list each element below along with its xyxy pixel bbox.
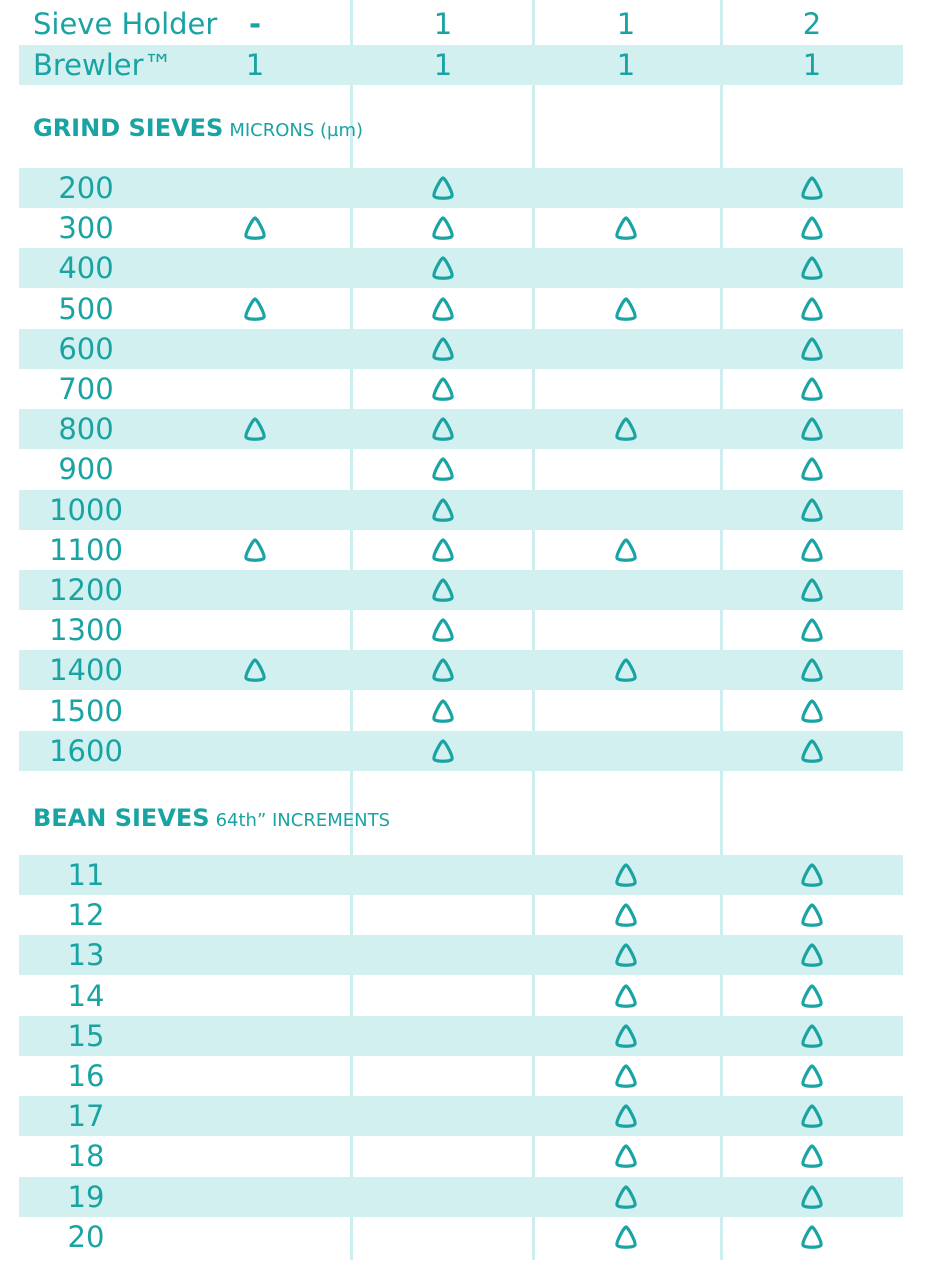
- rounded-triangle-icon: [613, 983, 639, 1009]
- rounded-triangle-icon: [799, 698, 825, 724]
- rounded-triangle-icon: [430, 255, 456, 281]
- section-title: GRIND SIEVES: [33, 114, 224, 142]
- availability-cell: [353, 1217, 533, 1257]
- availability-cell: [535, 449, 717, 489]
- rounded-triangle-icon: [799, 577, 825, 603]
- grind-sieve-row: [19, 369, 903, 409]
- availability-cell: [165, 1177, 345, 1217]
- availability-cell: [353, 1136, 533, 1176]
- rounded-triangle-icon: [430, 577, 456, 603]
- sieve-size-label: 500: [58, 291, 114, 326]
- sieve-size-label: 900: [58, 452, 114, 487]
- bean-sieves-heading: [33, 804, 390, 832]
- availability-cell: [535, 530, 717, 570]
- availability-cell: [535, 490, 717, 530]
- rounded-triangle-icon: [430, 456, 456, 482]
- rounded-triangle-icon: [430, 376, 456, 402]
- section-title: BEAN SIEVES: [33, 804, 210, 832]
- rounded-triangle-icon: [430, 497, 456, 523]
- availability-cell: [721, 691, 903, 731]
- grind-sieve-row: [19, 650, 903, 690]
- availability-cell: [353, 570, 533, 610]
- availability-cell: [165, 1136, 345, 1176]
- sieve-size-label: 1600: [49, 733, 123, 768]
- availability-cell: [721, 409, 903, 449]
- grind-sieve-row: [19, 449, 903, 489]
- availability-cell: [353, 1096, 533, 1136]
- availability-cell: [721, 1096, 903, 1136]
- availability-cell: [353, 1056, 533, 1096]
- availability-cell: [165, 409, 345, 449]
- rounded-triangle-icon: [613, 215, 639, 241]
- rounded-triangle-icon: [430, 537, 456, 563]
- sieve-size-label: 12: [67, 898, 105, 933]
- rounded-triangle-icon: [799, 376, 825, 402]
- availability-cell: [165, 168, 345, 208]
- grind-sieve-row: [19, 731, 903, 771]
- rounded-triangle-icon: [799, 1143, 825, 1169]
- availability-cell: [165, 855, 345, 895]
- row-value: 1: [802, 48, 822, 82]
- grind-sieve-row: [19, 248, 903, 288]
- bean-sieve-row: [19, 1056, 903, 1096]
- availability-cell: [721, 369, 903, 409]
- availability-cell: [165, 1096, 345, 1136]
- sieve-size-label: 11: [67, 858, 105, 892]
- rounded-triangle-icon: [242, 215, 268, 241]
- rounded-triangle-icon: [799, 456, 825, 482]
- availability-cell: [535, 855, 717, 895]
- availability-cell: [165, 289, 345, 329]
- availability-cell: [535, 409, 717, 449]
- availability-cell: [535, 1217, 717, 1257]
- rounded-triangle-icon: [799, 215, 825, 241]
- row-value: 2: [802, 7, 822, 41]
- availability-cell: [353, 855, 533, 895]
- availability-cell: [535, 731, 717, 771]
- rounded-triangle-icon: [242, 416, 268, 442]
- availability-cell: [353, 691, 533, 731]
- grind-sieve-row: [19, 530, 903, 570]
- rounded-triangle-icon: [430, 617, 456, 643]
- availability-cell: [721, 1016, 903, 1056]
- rounded-triangle-icon: [613, 1023, 639, 1049]
- availability-cell: [535, 168, 717, 208]
- rounded-triangle-icon: [799, 497, 825, 523]
- availability-cell: [535, 976, 717, 1016]
- sieve-size-label: 200: [58, 171, 114, 205]
- grind-sieve-row: [19, 610, 903, 650]
- row-value: -: [248, 7, 262, 41]
- availability-cell: [353, 289, 533, 329]
- availability-cell: [165, 449, 345, 489]
- rounded-triangle-icon: [430, 215, 456, 241]
- availability-cell: [721, 168, 903, 208]
- sieve-size-label: 19: [67, 1179, 105, 1214]
- availability-cell: [535, 248, 717, 288]
- availability-cell: [165, 976, 345, 1016]
- availability-cell: [165, 1217, 345, 1257]
- availability-cell: [353, 650, 533, 690]
- availability-cell: [165, 895, 345, 935]
- availability-cell: [353, 168, 533, 208]
- rounded-triangle-icon: [799, 175, 825, 201]
- rounded-triangle-icon: [799, 738, 825, 764]
- availability-cell: [535, 1096, 717, 1136]
- rounded-triangle-icon: [799, 617, 825, 643]
- availability-cell: [721, 530, 903, 570]
- availability-cell: [353, 248, 533, 288]
- rounded-triangle-icon: [613, 1103, 639, 1129]
- availability-cell: [165, 650, 345, 690]
- availability-cell: [721, 1217, 903, 1257]
- availability-cell: [721, 731, 903, 771]
- grind-sieve-row: [19, 168, 903, 208]
- availability-cell: [535, 570, 717, 610]
- availability-cell: [165, 610, 345, 650]
- availability-cell: [535, 650, 717, 690]
- availability-cell: [721, 935, 903, 975]
- rounded-triangle-icon: [430, 336, 456, 362]
- availability-cell: [721, 248, 903, 288]
- rounded-triangle-icon: [799, 537, 825, 563]
- availability-cell: [353, 449, 533, 489]
- brewler-row: [19, 45, 903, 85]
- availability-cell: [535, 289, 717, 329]
- rounded-triangle-icon: [799, 657, 825, 683]
- availability-cell: [535, 895, 717, 935]
- availability-cell: [721, 570, 903, 610]
- availability-cell: [165, 490, 345, 530]
- availability-cell: [535, 1056, 717, 1096]
- bean-sieve-row: [19, 1016, 903, 1056]
- row-label: Brewler™: [33, 48, 173, 82]
- grind-sieve-row: [19, 208, 903, 248]
- availability-cell: [721, 650, 903, 690]
- availability-cell: [353, 731, 533, 771]
- row-value: 1: [245, 48, 265, 82]
- sieve-size-label: 15: [67, 1018, 105, 1053]
- sieve-size-label: 20: [67, 1219, 105, 1254]
- availability-cell: [353, 369, 533, 409]
- rounded-triangle-icon: [242, 296, 268, 322]
- rounded-triangle-icon: [613, 416, 639, 442]
- sieve-size-label: 14: [67, 978, 105, 1013]
- rounded-triangle-icon: [613, 1063, 639, 1089]
- sieve-size-label: 400: [58, 251, 114, 286]
- availability-cell: [535, 1177, 717, 1217]
- sieve-size-label: 1400: [49, 653, 123, 688]
- availability-cell: [535, 208, 717, 248]
- rounded-triangle-icon: [613, 657, 639, 683]
- rounded-triangle-icon: [430, 416, 456, 442]
- grind-sieve-row: [19, 490, 903, 530]
- availability-cell: [721, 490, 903, 530]
- grind-sieves-heading: [33, 114, 363, 142]
- row-value: 1: [616, 7, 636, 41]
- availability-cell: [165, 691, 345, 731]
- grind-sieve-row: [19, 289, 903, 329]
- sieve-size-label: 1100: [49, 532, 123, 567]
- availability-cell: [165, 369, 345, 409]
- availability-cell: [165, 570, 345, 610]
- availability-cell: [353, 610, 533, 650]
- rounded-triangle-icon: [613, 1143, 639, 1169]
- sieve-size-label: 17: [67, 1099, 105, 1134]
- availability-cell: [353, 329, 533, 369]
- availability-cell: [721, 1136, 903, 1176]
- sieve-size-label: 1300: [49, 613, 123, 648]
- rounded-triangle-icon: [613, 1184, 639, 1210]
- availability-cell: [535, 329, 717, 369]
- bean-sieve-row: [19, 895, 903, 935]
- sieve-size-label: 300: [58, 211, 114, 246]
- rounded-triangle-icon: [799, 255, 825, 281]
- row-value: 1: [433, 48, 453, 82]
- availability-cell: [165, 731, 345, 771]
- rounded-triangle-icon: [613, 902, 639, 928]
- availability-cell: [721, 610, 903, 650]
- rounded-triangle-icon: [613, 942, 639, 968]
- availability-cell: [721, 855, 903, 895]
- availability-cell: [721, 1056, 903, 1096]
- rounded-triangle-icon: [430, 657, 456, 683]
- availability-cell: [353, 895, 533, 935]
- availability-cell: [535, 935, 717, 975]
- grind-sieve-row: [19, 409, 903, 449]
- availability-cell: [721, 329, 903, 369]
- availability-cell: [721, 208, 903, 248]
- bean-sieve-row: [19, 1096, 903, 1136]
- bean-sieve-row: [19, 1177, 903, 1217]
- sieve-size-label: 13: [67, 938, 105, 973]
- rounded-triangle-icon: [799, 942, 825, 968]
- availability-cell: [165, 329, 345, 369]
- rounded-triangle-icon: [613, 296, 639, 322]
- grind-sieve-row: [19, 570, 903, 610]
- rounded-triangle-icon: [799, 1184, 825, 1210]
- row-value: 1: [616, 48, 636, 82]
- rounded-triangle-icon: [799, 862, 825, 888]
- availability-cell: [353, 208, 533, 248]
- availability-cell: [165, 1016, 345, 1056]
- rounded-triangle-icon: [799, 1023, 825, 1049]
- section-subtitle: MICRONS (µm): [229, 120, 364, 141]
- availability-cell: [353, 935, 533, 975]
- rounded-triangle-icon: [430, 296, 456, 322]
- sieve-size-label: 1000: [49, 492, 123, 527]
- availability-cell: [535, 691, 717, 731]
- rounded-triangle-icon: [799, 983, 825, 1009]
- rounded-triangle-icon: [430, 175, 456, 201]
- bean-sieve-row: [19, 1217, 903, 1257]
- sieve-size-label: 800: [58, 412, 114, 447]
- availability-cell: [535, 610, 717, 650]
- availability-cell: [165, 935, 345, 975]
- sieve-size-label: 1500: [49, 693, 123, 728]
- availability-cell: [535, 1136, 717, 1176]
- sieve-holder-row: [19, 4, 903, 44]
- rounded-triangle-icon: [242, 537, 268, 563]
- bean-sieve-row: [19, 1136, 903, 1176]
- availability-cell: [165, 248, 345, 288]
- rounded-triangle-icon: [430, 738, 456, 764]
- availability-cell: [353, 976, 533, 1016]
- availability-cell: [721, 289, 903, 329]
- grind-sieve-row: [19, 691, 903, 731]
- availability-cell: [165, 1056, 345, 1096]
- rounded-triangle-icon: [799, 1224, 825, 1250]
- rounded-triangle-icon: [799, 336, 825, 362]
- availability-cell: [535, 1016, 717, 1056]
- bean-sieve-row: [19, 976, 903, 1016]
- sieve-size-label: 600: [58, 331, 114, 366]
- availability-cell: [353, 409, 533, 449]
- sieve-size-label: 16: [67, 1059, 105, 1093]
- availability-cell: [535, 369, 717, 409]
- rounded-triangle-icon: [799, 1063, 825, 1089]
- availability-cell: [165, 530, 345, 570]
- sieve-size-label: 700: [58, 372, 114, 406]
- availability-cell: [721, 1177, 903, 1217]
- sieve-size-label: 18: [67, 1139, 105, 1174]
- rounded-triangle-icon: [430, 698, 456, 724]
- availability-cell: [721, 976, 903, 1016]
- availability-cell: [353, 1177, 533, 1217]
- rounded-triangle-icon: [799, 1103, 825, 1129]
- availability-cell: [165, 208, 345, 248]
- availability-cell: [721, 449, 903, 489]
- bean-sieve-row: [19, 935, 903, 975]
- rounded-triangle-icon: [613, 537, 639, 563]
- availability-cell: [721, 895, 903, 935]
- row-value: 1: [433, 7, 453, 41]
- availability-cell: [353, 530, 533, 570]
- row-label: Sieve Holder: [33, 7, 218, 41]
- rounded-triangle-icon: [242, 657, 268, 683]
- rounded-triangle-icon: [799, 902, 825, 928]
- availability-cell: [353, 1016, 533, 1056]
- sieve-size-label: 1200: [49, 573, 123, 607]
- rounded-triangle-icon: [613, 1224, 639, 1250]
- section-subtitle: 64th” INCREMENTS: [215, 810, 391, 831]
- availability-cell: [353, 490, 533, 530]
- rounded-triangle-icon: [613, 862, 639, 888]
- grind-sieve-row: [19, 329, 903, 369]
- rounded-triangle-icon: [799, 296, 825, 322]
- bean-sieve-row: [19, 855, 903, 895]
- rounded-triangle-icon: [799, 416, 825, 442]
